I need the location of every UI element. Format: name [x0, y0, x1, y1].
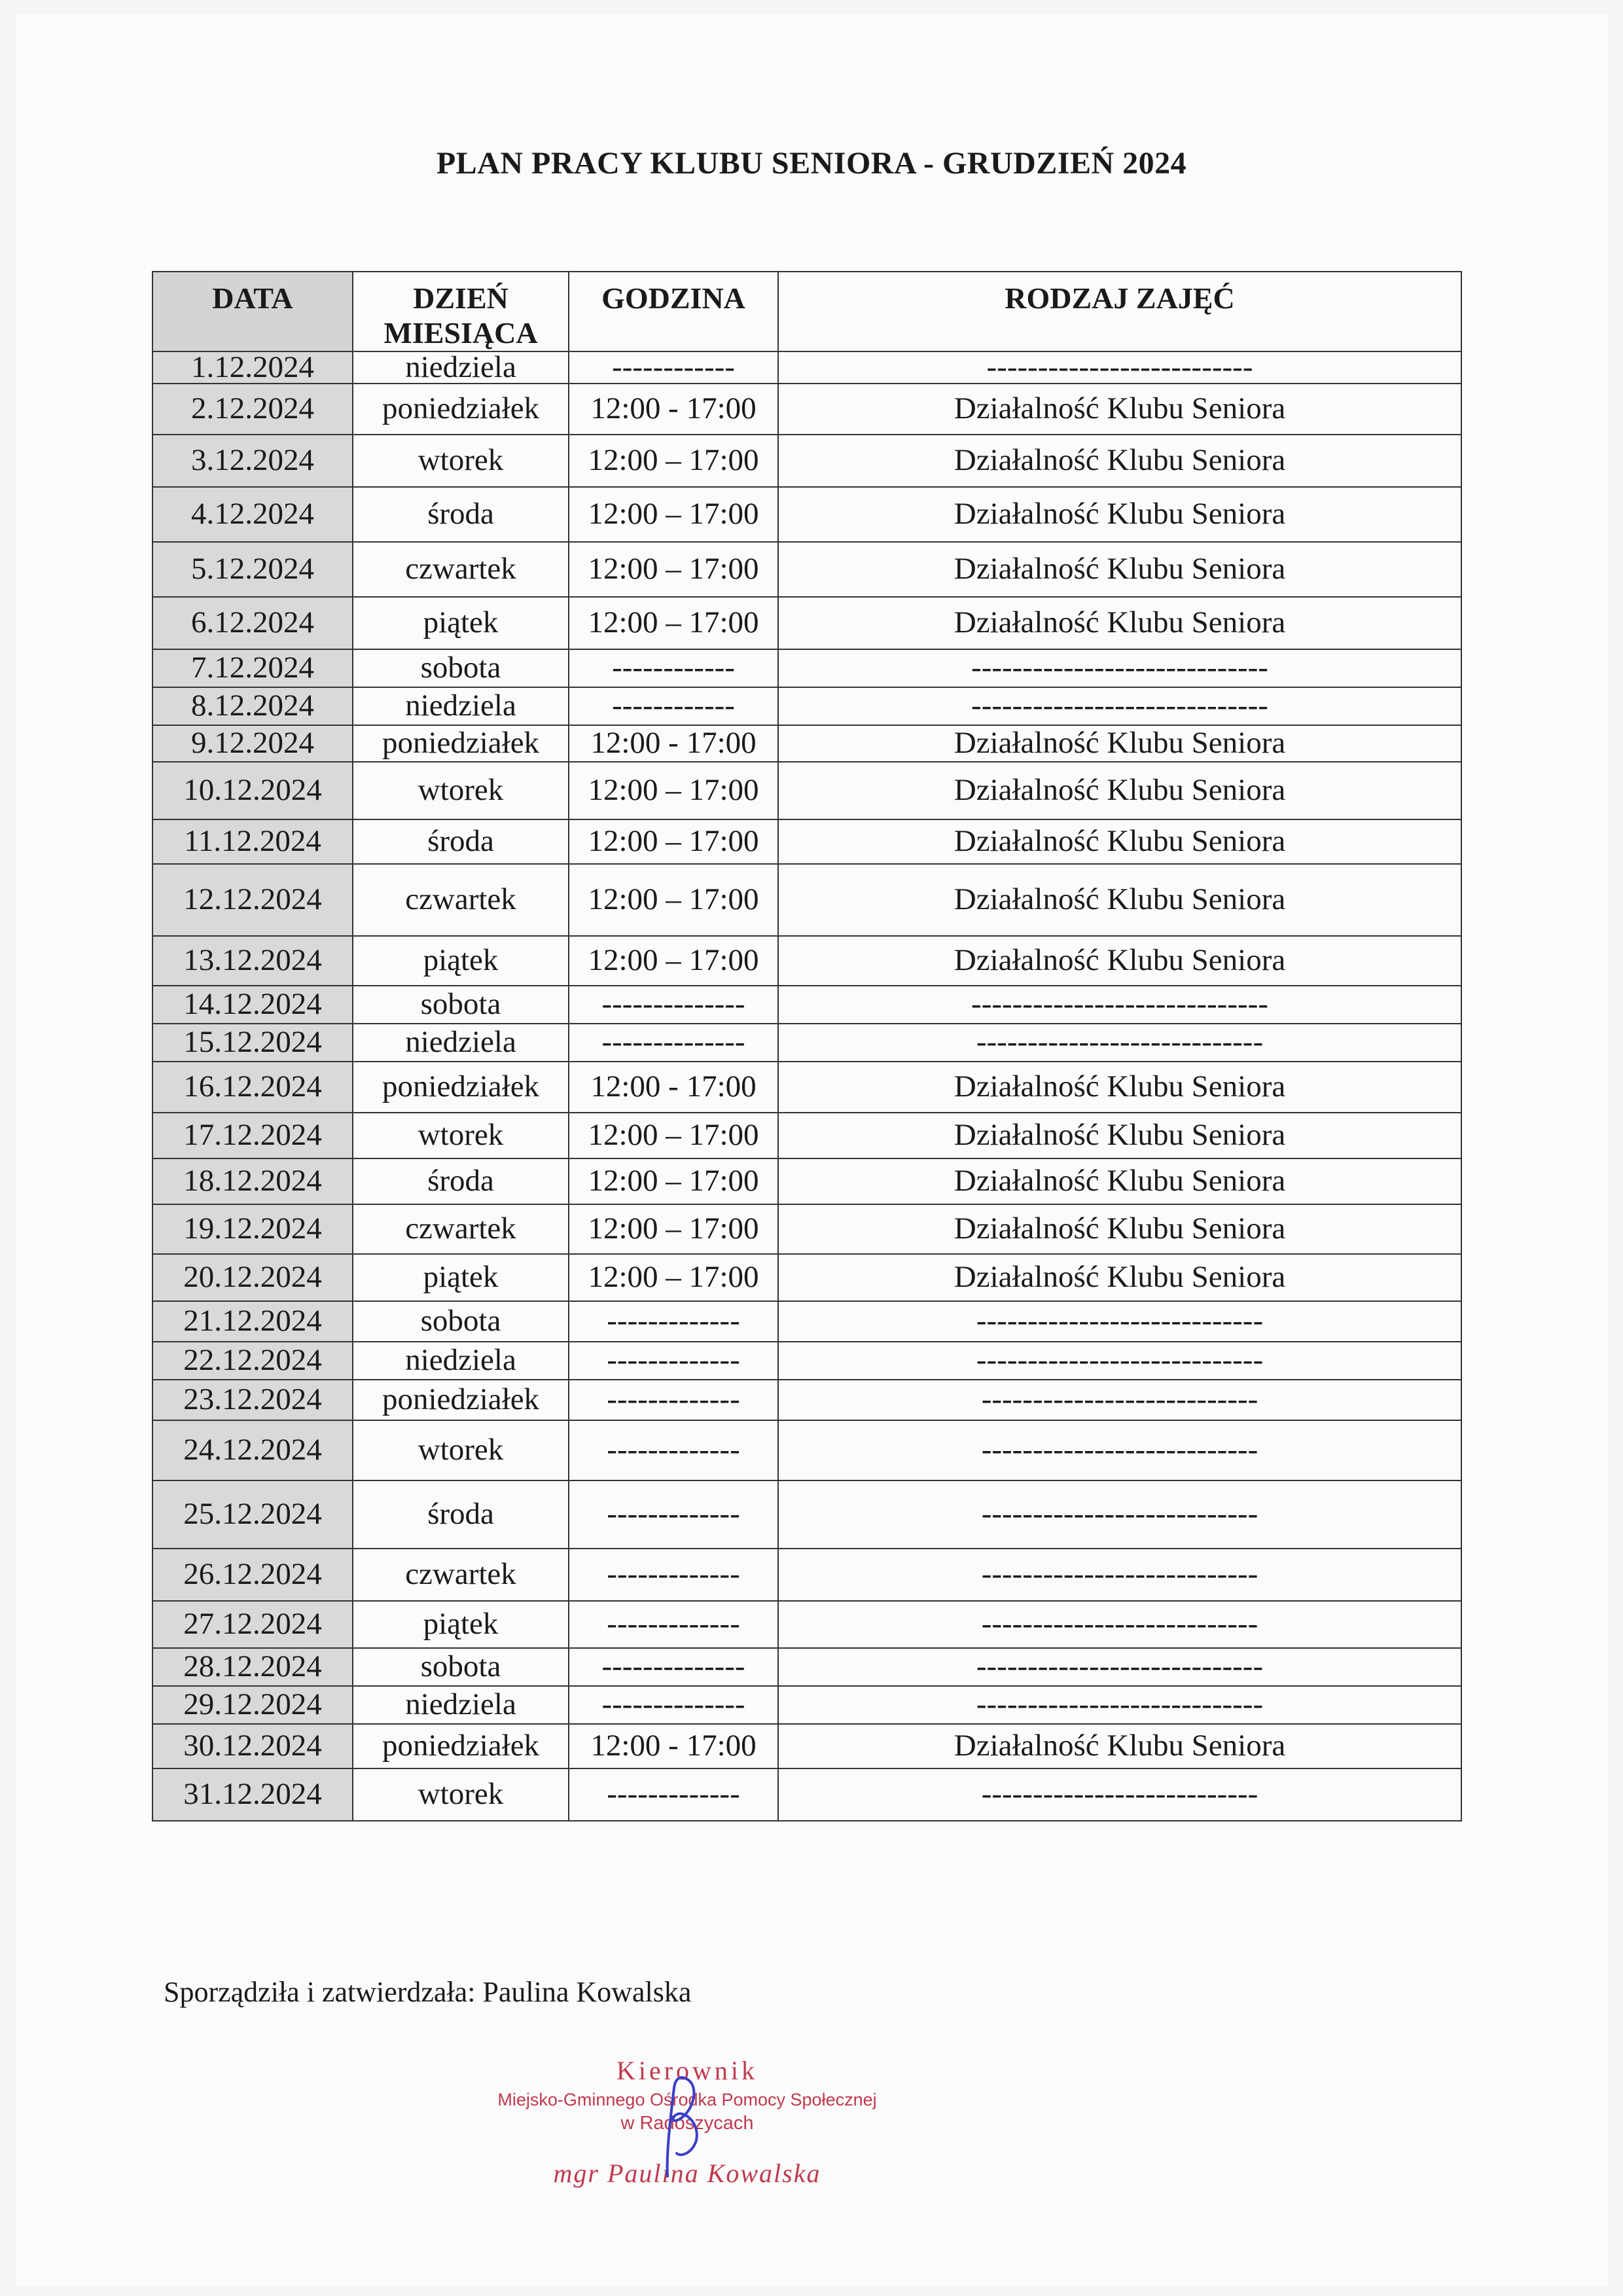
row-activity: ---------------------------- [778, 1024, 1461, 1062]
row-date: 3.12.2024 [152, 435, 353, 487]
row-day: wtorek [353, 1113, 569, 1158]
header-day: DZIEŃ MIESIĄCA [353, 272, 569, 351]
row-date: 14.12.2024 [152, 986, 353, 1024]
row-activity: ---------------------------- [778, 1342, 1461, 1380]
stamp-name: mgr Paulina Kowalska [553, 2159, 821, 2188]
row-day: wtorek [353, 762, 569, 819]
row-activity: ---------------------------- [778, 1301, 1461, 1342]
row-time: -------------- [569, 1648, 778, 1686]
table-row [152, 1549, 1461, 1601]
row-activity: Działalność Klubu Seniora [778, 1113, 1461, 1158]
row-activity: -------------------------- [778, 351, 1461, 384]
table-row [152, 1204, 1461, 1254]
table-row [152, 725, 1461, 762]
row-day: niedziela [353, 1342, 569, 1380]
table-row [152, 435, 1461, 487]
schedule-table-head [152, 272, 1461, 351]
row-activity: ---------------------------- [778, 1648, 1461, 1686]
row-date: 20.12.2024 [152, 1254, 353, 1301]
row-date: 9.12.2024 [152, 725, 353, 762]
table-row [152, 351, 1461, 384]
prepared-by: Sporządziła i zatwierdzała: Paulina Kowalska [164, 1976, 692, 2008]
table-row [152, 864, 1461, 936]
row-time: ------------ [569, 687, 778, 725]
row-time: 12:00 – 17:00 [569, 435, 778, 487]
row-activity: --------------------------- [778, 1480, 1461, 1549]
row-time: ------------- [569, 1480, 778, 1549]
row-activity: Działalność Klubu Seniora [778, 597, 1461, 649]
row-time: 12:00 – 17:00 [569, 1113, 778, 1158]
row-date: 13.12.2024 [152, 936, 353, 986]
row-time: ------------- [569, 1601, 778, 1648]
row-date: 10.12.2024 [152, 762, 353, 819]
table-row [152, 597, 1461, 649]
table-row [152, 1601, 1461, 1648]
row-day: piątek [353, 936, 569, 986]
table-row [152, 1062, 1461, 1113]
row-date: 22.12.2024 [152, 1342, 353, 1380]
row-time: ------------- [569, 1420, 778, 1480]
page-title: PLAN PRACY KLUBU SENIORA - GRUDZIEŃ 2024 [436, 146, 1187, 181]
row-date: 25.12.2024 [152, 1480, 353, 1549]
row-date: 12.12.2024 [152, 864, 353, 936]
row-day: sobota [353, 1301, 569, 1342]
row-activity: Działalność Klubu Seniora [778, 1204, 1461, 1254]
header-date: DATA [152, 272, 353, 351]
header-time: GODZINA [569, 272, 778, 351]
row-activity: Działalność Klubu Seniora [778, 435, 1461, 487]
table-row [152, 487, 1461, 542]
row-activity: Działalność Klubu Seniora [778, 1158, 1461, 1204]
row-time: ------------- [569, 1342, 778, 1380]
row-time: ------------- [569, 1301, 778, 1342]
row-day: sobota [353, 1648, 569, 1686]
row-activity: Działalność Klubu Seniora [778, 1254, 1461, 1301]
row-time: 12:00 – 17:00 [569, 597, 778, 649]
row-time: 12:00 – 17:00 [569, 819, 778, 864]
row-day: poniedziałek [353, 1062, 569, 1113]
row-date: 18.12.2024 [152, 1158, 353, 1204]
row-activity: --------------------------- [778, 1420, 1461, 1480]
row-date: 1.12.2024 [152, 351, 353, 384]
row-date: 4.12.2024 [152, 487, 353, 542]
row-date: 29.12.2024 [152, 1686, 353, 1724]
row-activity: Działalność Klubu Seniora [778, 542, 1461, 597]
row-day: poniedziałek [353, 1380, 569, 1420]
row-date: 17.12.2024 [152, 1113, 353, 1158]
row-date: 23.12.2024 [152, 1380, 353, 1420]
row-time: 12:00 – 17:00 [569, 1254, 778, 1301]
row-day: poniedziałek [353, 725, 569, 762]
row-date: 8.12.2024 [152, 687, 353, 725]
row-date: 24.12.2024 [152, 1420, 353, 1480]
row-activity: Działalność Klubu Seniora [778, 487, 1461, 542]
row-time: ------------- [569, 1768, 778, 1821]
table-row [152, 1686, 1461, 1724]
handwritten-signature [628, 2062, 733, 2193]
row-day: wtorek [353, 1768, 569, 1821]
row-time: -------------- [569, 1686, 778, 1724]
row-day: wtorek [353, 1420, 569, 1480]
row-activity: ----------------------------- [778, 649, 1461, 687]
row-time: 12:00 - 17:00 [569, 1062, 778, 1113]
row-time: ------------- [569, 1549, 778, 1601]
row-day: niedziela [353, 351, 569, 384]
row-date: 16.12.2024 [152, 1062, 353, 1113]
row-date: 31.12.2024 [152, 1768, 353, 1821]
table-row [152, 1158, 1461, 1204]
row-time: 12:00 – 17:00 [569, 762, 778, 819]
row-date: 15.12.2024 [152, 1024, 353, 1062]
row-day: czwartek [353, 542, 569, 597]
row-time: -------------- [569, 986, 778, 1024]
table-row [152, 819, 1461, 864]
row-activity: Działalność Klubu Seniora [778, 725, 1461, 762]
stamp-title: Kierownik [616, 2056, 758, 2085]
row-date: 11.12.2024 [152, 819, 353, 864]
row-day: piątek [353, 1254, 569, 1301]
row-date: 7.12.2024 [152, 649, 353, 687]
row-day: środa [353, 1158, 569, 1204]
table-row [152, 1648, 1461, 1686]
row-day: środa [353, 819, 569, 864]
header-activity: RODZAJ ZAJĘĆ [778, 272, 1461, 351]
row-date: 6.12.2024 [152, 597, 353, 649]
table-row [152, 542, 1461, 597]
stamp-institution: Miejsko-Gminnego Ośrodka Pomocy Społecznej [497, 2090, 877, 2109]
row-activity: Działalność Klubu Seniora [778, 864, 1461, 936]
schedule-table [152, 271, 1462, 1821]
row-date: 21.12.2024 [152, 1301, 353, 1342]
table-row [152, 1342, 1461, 1380]
row-activity: --------------------------- [778, 1601, 1461, 1648]
table-row [152, 1420, 1461, 1480]
row-day: sobota [353, 649, 569, 687]
table-row [152, 1113, 1461, 1158]
row-activity: ----------------------------- [778, 986, 1461, 1024]
row-activity: --------------------------- [778, 1549, 1461, 1601]
row-day: piątek [353, 1601, 569, 1648]
row-activity: ---------------------------- [778, 1686, 1461, 1724]
row-date: 19.12.2024 [152, 1204, 353, 1254]
row-day: czwartek [353, 864, 569, 936]
row-time: 12:00 – 17:00 [569, 542, 778, 597]
row-date: 5.12.2024 [152, 542, 353, 597]
row-time: -------------- [569, 1024, 778, 1062]
row-time: 12:00 – 17:00 [569, 864, 778, 936]
row-time: 12:00 – 17:00 [569, 936, 778, 986]
row-day: piątek [353, 597, 569, 649]
table-row [152, 384, 1461, 435]
table-row [152, 1024, 1461, 1062]
row-time: 12:00 - 17:00 [569, 384, 778, 435]
row-day: niedziela [353, 1686, 569, 1724]
table-row [152, 687, 1461, 725]
row-day: niedziela [353, 687, 569, 725]
row-activity: Działalność Klubu Seniora [778, 1062, 1461, 1113]
row-day: wtorek [353, 435, 569, 487]
table-row [152, 1380, 1461, 1420]
row-time: ------------- [569, 1380, 778, 1420]
row-activity: Działalność Klubu Seniora [778, 1724, 1461, 1768]
table-row [152, 1254, 1461, 1301]
row-time: 12:00 - 17:00 [569, 1724, 778, 1768]
row-day: czwartek [353, 1549, 569, 1601]
table-row [152, 762, 1461, 819]
row-time: 12:00 – 17:00 [569, 487, 778, 542]
row-day: czwartek [353, 1204, 569, 1254]
row-activity: Działalność Klubu Seniora [778, 819, 1461, 864]
row-time: 12:00 - 17:00 [569, 725, 778, 762]
table-row [152, 936, 1461, 986]
row-day: środa [353, 487, 569, 542]
row-date: 27.12.2024 [152, 1601, 353, 1648]
row-activity: Działalność Klubu Seniora [778, 762, 1461, 819]
schedule-table-body [152, 351, 1461, 1821]
row-date: 2.12.2024 [152, 384, 353, 435]
row-time: 12:00 – 17:00 [569, 1204, 778, 1254]
row-time: ------------ [569, 351, 778, 384]
row-activity: Działalność Klubu Seniora [778, 384, 1461, 435]
row-day: niedziela [353, 1024, 569, 1062]
row-activity: --------------------------- [778, 1380, 1461, 1420]
row-activity: Działalność Klubu Seniora [778, 936, 1461, 986]
row-day: sobota [353, 986, 569, 1024]
row-day: poniedziałek [353, 1724, 569, 1768]
row-date: 28.12.2024 [152, 1648, 353, 1686]
row-activity: --------------------------- [778, 1768, 1461, 1821]
table-row [152, 1480, 1461, 1549]
row-day: środa [353, 1480, 569, 1549]
row-time: 12:00 – 17:00 [569, 1158, 778, 1204]
table-row [152, 1724, 1461, 1768]
row-date: 30.12.2024 [152, 1724, 353, 1768]
row-time: ------------ [569, 649, 778, 687]
row-activity: ----------------------------- [778, 687, 1461, 725]
row-date: 26.12.2024 [152, 1549, 353, 1601]
table-row [152, 649, 1461, 687]
row-day: poniedziałek [353, 384, 569, 435]
table-row [152, 986, 1461, 1024]
table-row [152, 1301, 1461, 1342]
table-row [152, 1768, 1461, 1821]
stamp-location: w Radoszycach [620, 2113, 754, 2134]
